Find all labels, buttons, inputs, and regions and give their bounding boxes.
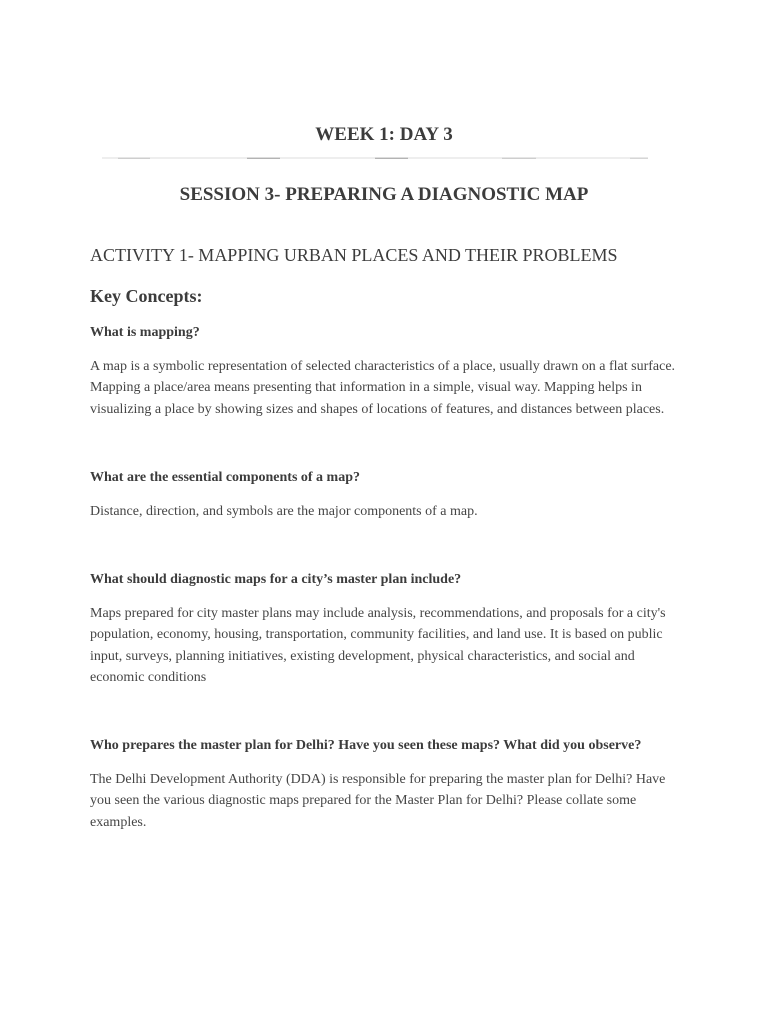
question-what-is-mapping: What is mapping? bbox=[90, 325, 200, 340]
answer-diagnostic-maps: Maps prepared for city master plans may include analysis, recommendations, and proposals for a city's population, economy, housing, transportation, community facilities, and land use. It is based on public input, surveys, planning initiatives, existing development, physical characteristics, and social and economic conditions bbox=[90, 606, 666, 685]
session-title: SESSION 3- PREPARING A DIAGNOSTIC MAP bbox=[179, 184, 589, 205]
question-delhi-master-plan: Who prepares the master plan for Delhi? Have you seen these maps? What did you observe? bbox=[90, 738, 642, 753]
title-divider bbox=[102, 157, 648, 159]
key-concepts-heading: Key Concepts: bbox=[90, 286, 203, 306]
answer-what-is-mapping: A map is a symbolic representation of selected characteristics of a place, usually drawn on a flat surface. Mapping a place/area means presenting that information in a simple, visual way. Mapping helps in visualizing a place by showing sizes and shapes of locations of features, and distances between places. bbox=[90, 359, 676, 417]
answer-map-components: Distance, direction, and symbols are the major components of a map. bbox=[90, 504, 478, 519]
week-title: WEEK 1: DAY 3 bbox=[315, 124, 453, 145]
activity-title: ACTIVITY 1- MAPPING URBAN PLACES AND THEIR PROBLEMS bbox=[90, 245, 618, 265]
answer-delhi-master-plan: The Delhi Development Authority (DDA) is responsible for preparing the master plan for Delhi? Have you seen the various diagnostic maps prepared for the Master Plan for Delhi? Please collate some examples. bbox=[90, 772, 666, 830]
question-map-components: What are the essential components of a map? bbox=[90, 470, 361, 485]
question-diagnostic-maps: What should diagnostic maps for a city’s master plan include? bbox=[90, 572, 462, 587]
